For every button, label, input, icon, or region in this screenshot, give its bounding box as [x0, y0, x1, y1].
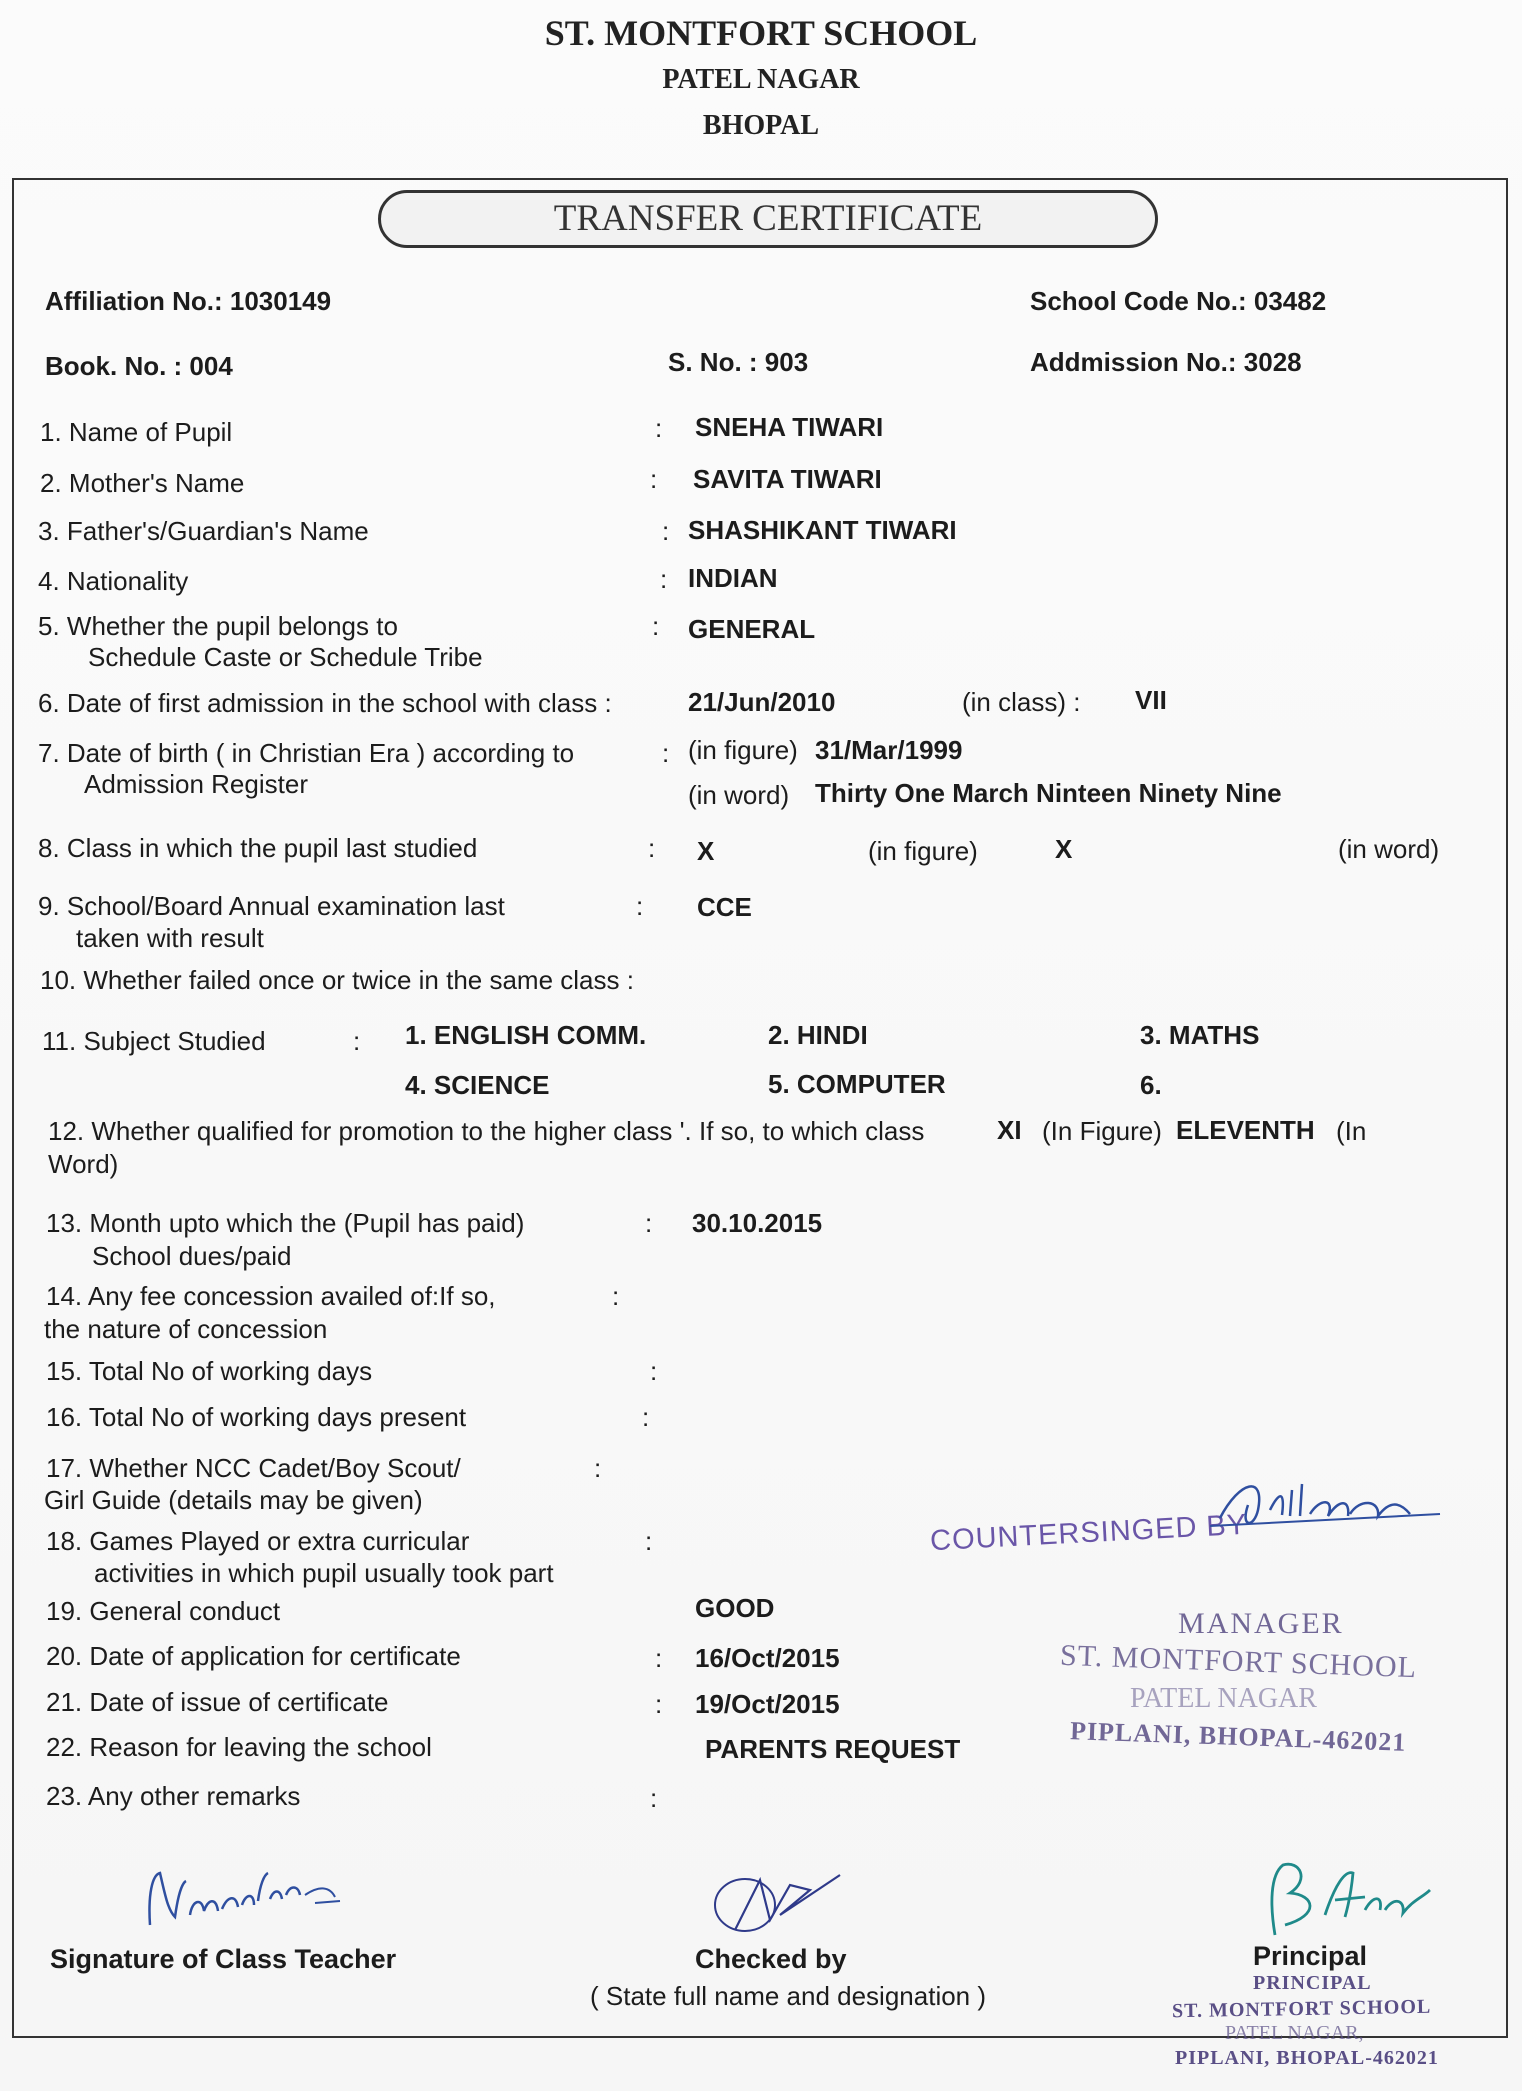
colon: :	[594, 1453, 602, 1483]
field-21-value: 19/Oct/2015	[695, 1689, 840, 1719]
field-9-value: CCE	[697, 892, 752, 922]
field-12-figure-label: (In Figure)	[1042, 1116, 1162, 1146]
colon: :	[642, 1402, 650, 1432]
field-17-label: 17. Whether NCC Cadet/Boy Scout/	[46, 1453, 461, 1483]
field-6-class-value: VII	[1135, 685, 1167, 715]
countersigned-stamp: COUNTERSINGED BY	[929, 1508, 1248, 1558]
field-6-class-label: (in class) :	[962, 687, 1081, 717]
colon: :	[648, 833, 656, 863]
field-7-figure-value: 31/Mar/1999	[815, 735, 963, 765]
field-9-label-cont: taken with result	[76, 923, 264, 953]
serial-number: S. No. : 903	[668, 347, 809, 377]
field-2-label: 2. Mother's Name	[40, 468, 245, 498]
field-21-label: 21. Date of issue of certificate	[46, 1687, 389, 1717]
field-12-word-label: (In	[1336, 1116, 1367, 1146]
principal-label: Principal	[1253, 1941, 1368, 1971]
field-18-label-cont: activities in which pupil usually took part	[94, 1558, 554, 1588]
manager-stamp-address: PIPLANI, BHOPAL-462021	[1069, 1716, 1407, 1757]
field-20-value: 16/Oct/2015	[695, 1643, 840, 1673]
field-22-label: 22. Reason for leaving the school	[46, 1732, 432, 1762]
field-7-figure-label: (in figure)	[688, 735, 798, 765]
field-4-label: 4. Nationality	[38, 566, 189, 596]
book-number: Book. No. : 004	[45, 351, 233, 381]
field-20-label: 20. Date of application for certificate	[46, 1641, 461, 1671]
field-5-value: GENERAL	[688, 614, 816, 644]
field-12-label-cont: Word)	[48, 1149, 119, 1179]
principal-signature	[1255, 1855, 1445, 1945]
checked-by-label: Checked by	[695, 1944, 847, 1974]
field-11-label: 11. Subject Studied	[42, 1026, 266, 1056]
manager-stamp-school: ST. MONTFORT SCHOOL	[1059, 1638, 1418, 1685]
field-19-value: GOOD	[695, 1593, 775, 1623]
field-12-word-value: ELEVENTH	[1176, 1115, 1315, 1145]
colon: :	[650, 1783, 658, 1813]
principal-stamp-address: PIPLANI, BHOPAL-462021	[1175, 2047, 1439, 2069]
field-16-label: 16. Total No of working days present	[46, 1402, 467, 1432]
colon: :	[655, 1643, 663, 1673]
class-teacher-signature	[130, 1855, 370, 1935]
field-13-label: 13. Month upto which the (Pupil has paid)	[46, 1208, 525, 1238]
admission-number: Addmission No.: 3028	[1030, 347, 1302, 377]
colon: :	[662, 516, 670, 546]
manager-stamp-title: MANAGER	[1178, 1607, 1344, 1640]
colon: :	[655, 413, 663, 443]
field-8-figure-label: (in figure)	[868, 836, 978, 866]
field-15-label: 15. Total No of working days	[46, 1356, 373, 1386]
manager-signature	[1210, 1470, 1450, 1540]
colon: :	[652, 611, 660, 641]
checked-by-note: ( State full name and designation )	[590, 1981, 987, 2011]
field-7-word-value: Thirty One March Ninteen Ninety Nine	[815, 778, 1282, 808]
colon: :	[645, 1208, 653, 1238]
checked-by-signature	[700, 1860, 860, 1950]
school-name: ST. MONTFORT SCHOOL	[544, 13, 978, 53]
field-22-value: PARENTS REQUEST	[705, 1734, 961, 1764]
colon: :	[650, 464, 658, 494]
field-7-label-cont: Admission Register	[84, 769, 308, 799]
field-18-label: 18. Games Played or extra curricular	[46, 1526, 470, 1556]
field-8-word-value: X	[1055, 834, 1073, 864]
field-8-word-label: (in word)	[1338, 834, 1440, 864]
field-5-label: 5. Whether the pupil belongs to	[38, 611, 398, 641]
field-19-label: 19. General conduct	[46, 1596, 281, 1626]
subject-6: 6.	[1140, 1070, 1162, 1100]
colon: :	[655, 1689, 663, 1719]
field-8-figure-value: X	[697, 836, 715, 866]
class-teacher-label: Signature of Class Teacher	[50, 1944, 397, 1974]
subject-5: 5. COMPUTER	[768, 1069, 946, 1099]
field-13-label-cont: School dues/paid	[92, 1241, 292, 1271]
field-12-label: 12. Whether qualified for promotion to the higher class '. If so, to which class	[48, 1116, 925, 1146]
field-13-value: 30.10.2015	[692, 1208, 823, 1238]
field-6-label: 6. Date of first admission in the school with class :	[38, 688, 612, 718]
colon: :	[660, 564, 668, 594]
field-12-figure-value: XI	[997, 1115, 1022, 1145]
certificate-title: TRANSFER CERTIFICATE	[378, 190, 1158, 248]
field-14-label: 14. Any fee concession availed of:If so,	[46, 1281, 496, 1311]
field-5-label-cont: Schedule Caste or Schedule Tribe	[88, 642, 483, 672]
subject-2: 2. HINDI	[768, 1020, 868, 1050]
field-7-word-label: (in word)	[688, 780, 790, 810]
field-1-value: SNEHA TIWARI	[695, 412, 884, 442]
subject-4: 4. SCIENCE	[405, 1070, 550, 1100]
principal-stamp-area: PATEL NAGAR,	[1225, 2022, 1364, 2044]
field-9-label: 9. School/Board Annual examination last	[38, 891, 505, 921]
field-4-value: INDIAN	[688, 563, 778, 593]
colon: :	[353, 1026, 361, 1056]
colon: :	[645, 1526, 653, 1556]
field-3-label: 3. Father's/Guardian's Name	[38, 516, 369, 546]
manager-stamp-area: PATEL NAGAR	[1130, 1683, 1317, 1714]
school-code: School Code No.: 03482	[1030, 286, 1327, 316]
field-23-label: 23. Any other remarks	[46, 1781, 301, 1811]
colon: :	[612, 1281, 620, 1311]
field-10-label: 10. Whether failed once or twice in the same class :	[40, 965, 634, 995]
principal-stamp-title: PRINCIPAL	[1253, 1972, 1372, 1994]
field-7-label: 7. Date of birth ( in Christian Era ) according to	[38, 738, 575, 768]
colon: :	[650, 1356, 658, 1386]
colon: :	[662, 738, 670, 768]
school-area: PATEL NAGAR	[662, 64, 860, 95]
colon: :	[636, 891, 644, 921]
field-8-label: 8. Class in which the pupil last studied	[38, 833, 478, 863]
field-17-label-cont: Girl Guide (details may be given)	[44, 1485, 423, 1515]
field-1-label: 1. Name of Pupil	[40, 417, 233, 447]
affiliation-number: Affiliation No.: 1030149	[45, 286, 332, 316]
field-6-value: 21/Jun/2010	[688, 687, 836, 717]
field-14-label-cont: the nature of concession	[44, 1314, 328, 1344]
principal-stamp-school: ST. MONTFORT SCHOOL	[1171, 1995, 1432, 2023]
field-3-value: SHASHIKANT TIWARI	[688, 515, 957, 545]
school-city: BHOPAL	[702, 110, 820, 141]
field-2-value: SAVITA TIWARI	[693, 464, 882, 494]
subject-3: 3. MATHS	[1140, 1020, 1260, 1050]
subject-1: 1. ENGLISH COMM.	[405, 1020, 647, 1050]
